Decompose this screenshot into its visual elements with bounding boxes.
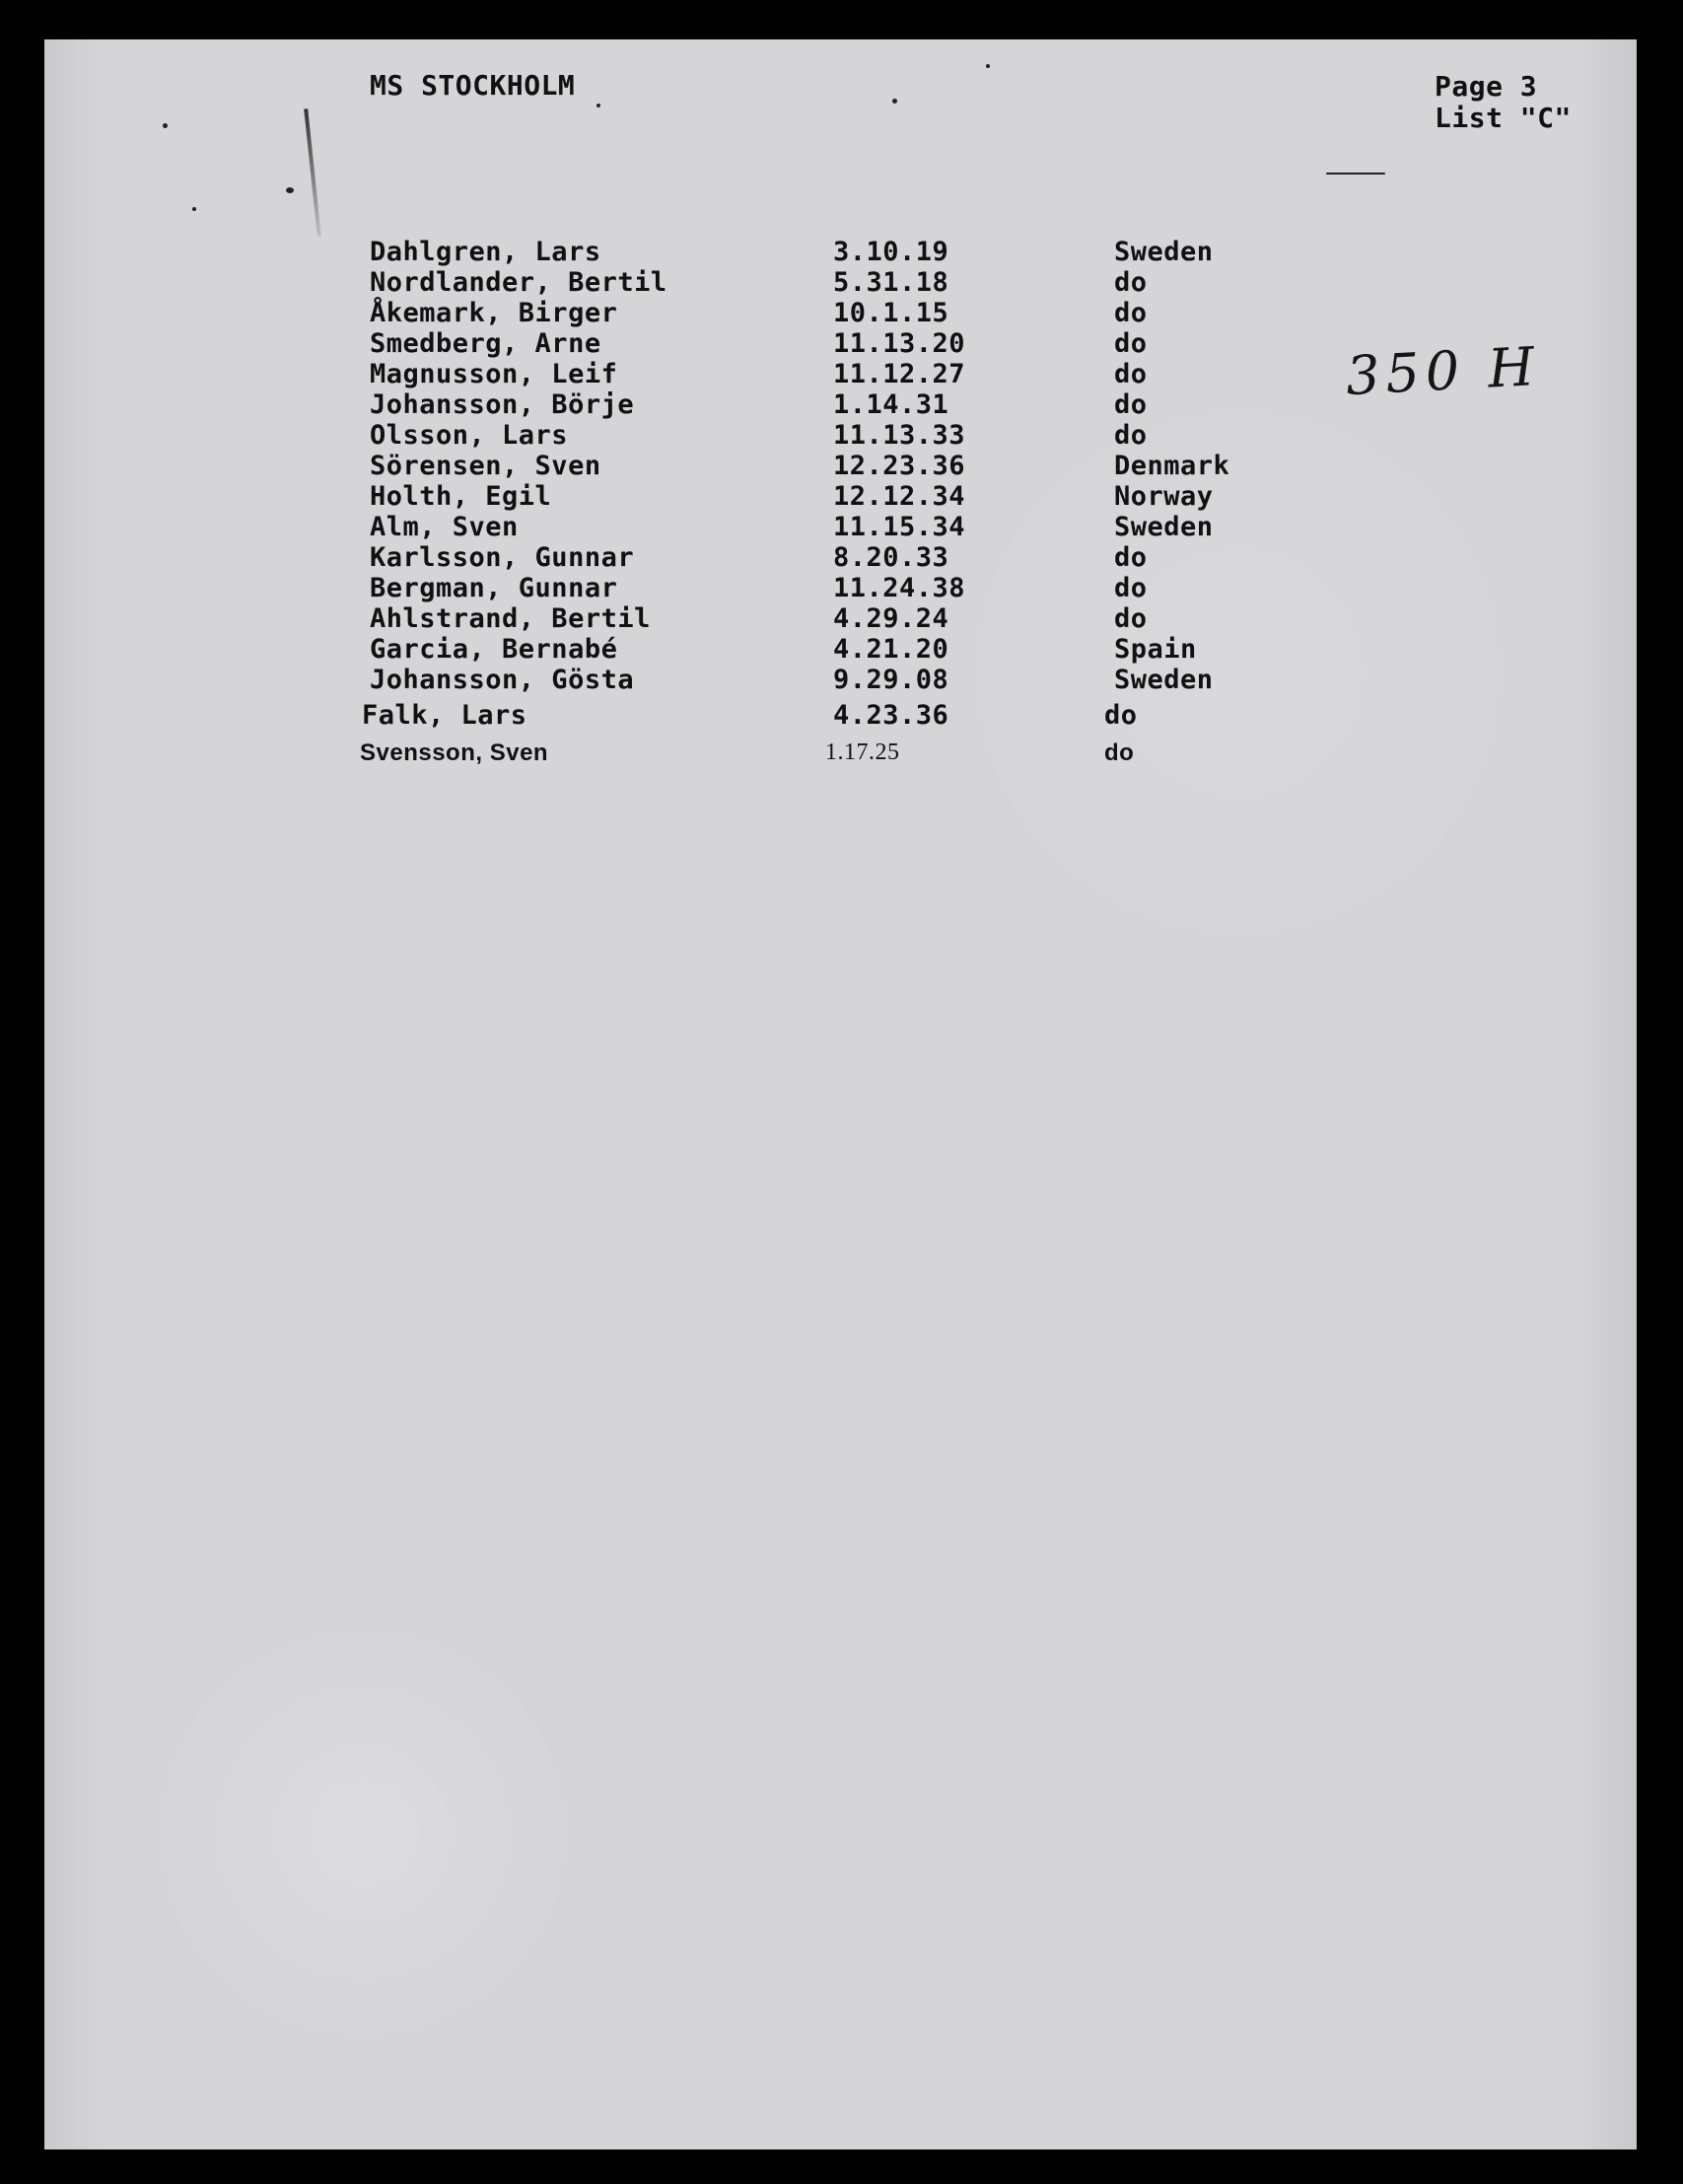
crew-nationality: do <box>1114 267 1148 298</box>
crew-dob: 11.15.34 <box>833 512 966 542</box>
crew-dob: 11.24.38 <box>833 573 966 603</box>
page-number: Page 3 <box>1435 70 1538 103</box>
crew-nationality: Denmark <box>1114 451 1230 481</box>
crew-row <box>370 665 1356 695</box>
crew-nationality: Sweden <box>1114 665 1214 695</box>
crew-name: Svensson, Sven <box>360 740 549 766</box>
crew-nationality: Norway <box>1114 481 1214 512</box>
crew-row <box>370 634 1356 665</box>
crew-row <box>370 603 1356 634</box>
crew-row <box>370 542 1356 573</box>
crew-nationality: Sweden <box>1114 512 1214 542</box>
scan-speck <box>596 104 600 107</box>
crew-row <box>370 267 1356 298</box>
crew-row <box>362 700 1356 731</box>
crew-nationality: do <box>1104 700 1138 731</box>
crew-dob: 11.13.33 <box>833 420 966 451</box>
crew-name: Sörensen, Sven <box>370 451 601 481</box>
crew-dob: 4.29.24 <box>833 603 949 634</box>
crew-name: Olsson, Lars <box>370 420 569 451</box>
crew-row <box>370 481 1356 512</box>
crew-name: Bergman, Gunnar <box>370 573 618 603</box>
crew-list <box>360 237 1356 768</box>
crew-name: Ahlstrand, Bertil <box>370 603 651 634</box>
crew-dob: 9.29.08 <box>833 665 949 695</box>
crew-dob: 10.1.15 <box>833 298 949 328</box>
crew-nationality: do <box>1104 740 1135 766</box>
crew-name: Dahlgren, Lars <box>370 237 601 267</box>
crew-name: Garcia, Bernabé <box>370 634 618 665</box>
crew-dob: 12.23.36 <box>833 451 966 481</box>
page-label <box>1435 71 1572 134</box>
crew-nationality: Spain <box>1114 634 1197 665</box>
crew-dob: 5.31.18 <box>833 267 949 298</box>
crew-name: Nordlander, Bertil <box>370 267 667 298</box>
crew-nationality: do <box>1114 298 1148 328</box>
crew-dob: 12.12.34 <box>833 481 966 512</box>
document-page <box>44 39 1637 2149</box>
crew-name: Alm, Sven <box>370 512 519 542</box>
crew-dob: 11.12.27 <box>833 359 966 389</box>
crew-dob: 4.23.36 <box>833 700 949 731</box>
crew-name: Falk, Lars <box>362 700 527 731</box>
crew-dob: 8.20.33 <box>833 542 949 573</box>
crew-nationality: do <box>1114 542 1148 573</box>
crew-dob: 3.10.19 <box>833 237 949 267</box>
crew-row <box>370 359 1356 389</box>
crew-nationality: do <box>1114 603 1148 634</box>
ship-name: MS STOCKHOLM <box>370 69 576 102</box>
scan-speck <box>892 99 897 104</box>
crew-name: Smedberg, Arne <box>370 328 601 359</box>
crew-nationality: do <box>1114 573 1148 603</box>
scan-speck <box>286 187 294 193</box>
crew-row <box>370 237 1356 267</box>
scan-speck <box>986 64 990 68</box>
crew-nationality: do <box>1114 389 1148 420</box>
crew-dob: 4.21.20 <box>833 634 949 665</box>
crew-nationality: do <box>1114 420 1148 451</box>
crew-dob: 1.14.31 <box>833 389 949 420</box>
handwritten-annotation: 350 H <box>1344 334 1542 408</box>
crew-name: Johansson, Gösta <box>370 665 635 695</box>
crew-row <box>370 451 1356 481</box>
crew-name: Magnusson, Leif <box>370 359 618 389</box>
crew-name: Åkemark, Birger <box>370 298 618 328</box>
crew-row <box>370 389 1356 420</box>
crew-name: Karlsson, Gunnar <box>370 542 635 573</box>
crew-row <box>370 298 1356 328</box>
crew-nationality: Sweden <box>1114 237 1214 267</box>
crew-name: Holth, Egil <box>370 481 552 512</box>
crew-dob: 11.13.20 <box>833 328 966 359</box>
crew-name: Johansson, Börje <box>370 389 635 420</box>
crew-row <box>360 738 1356 768</box>
crew-dob: 1.17.25 <box>825 740 900 765</box>
edge-mark <box>304 108 321 237</box>
scan-speck <box>192 207 196 211</box>
crew-nationality: do <box>1114 328 1148 359</box>
crew-nationality: do <box>1114 359 1148 389</box>
list-label: List "C" <box>1435 102 1572 134</box>
scan-speck <box>1326 173 1385 175</box>
crew-row <box>370 512 1356 542</box>
crew-row <box>370 420 1356 451</box>
scan-speck <box>163 123 168 128</box>
crew-row <box>370 328 1356 359</box>
crew-row <box>370 573 1356 603</box>
